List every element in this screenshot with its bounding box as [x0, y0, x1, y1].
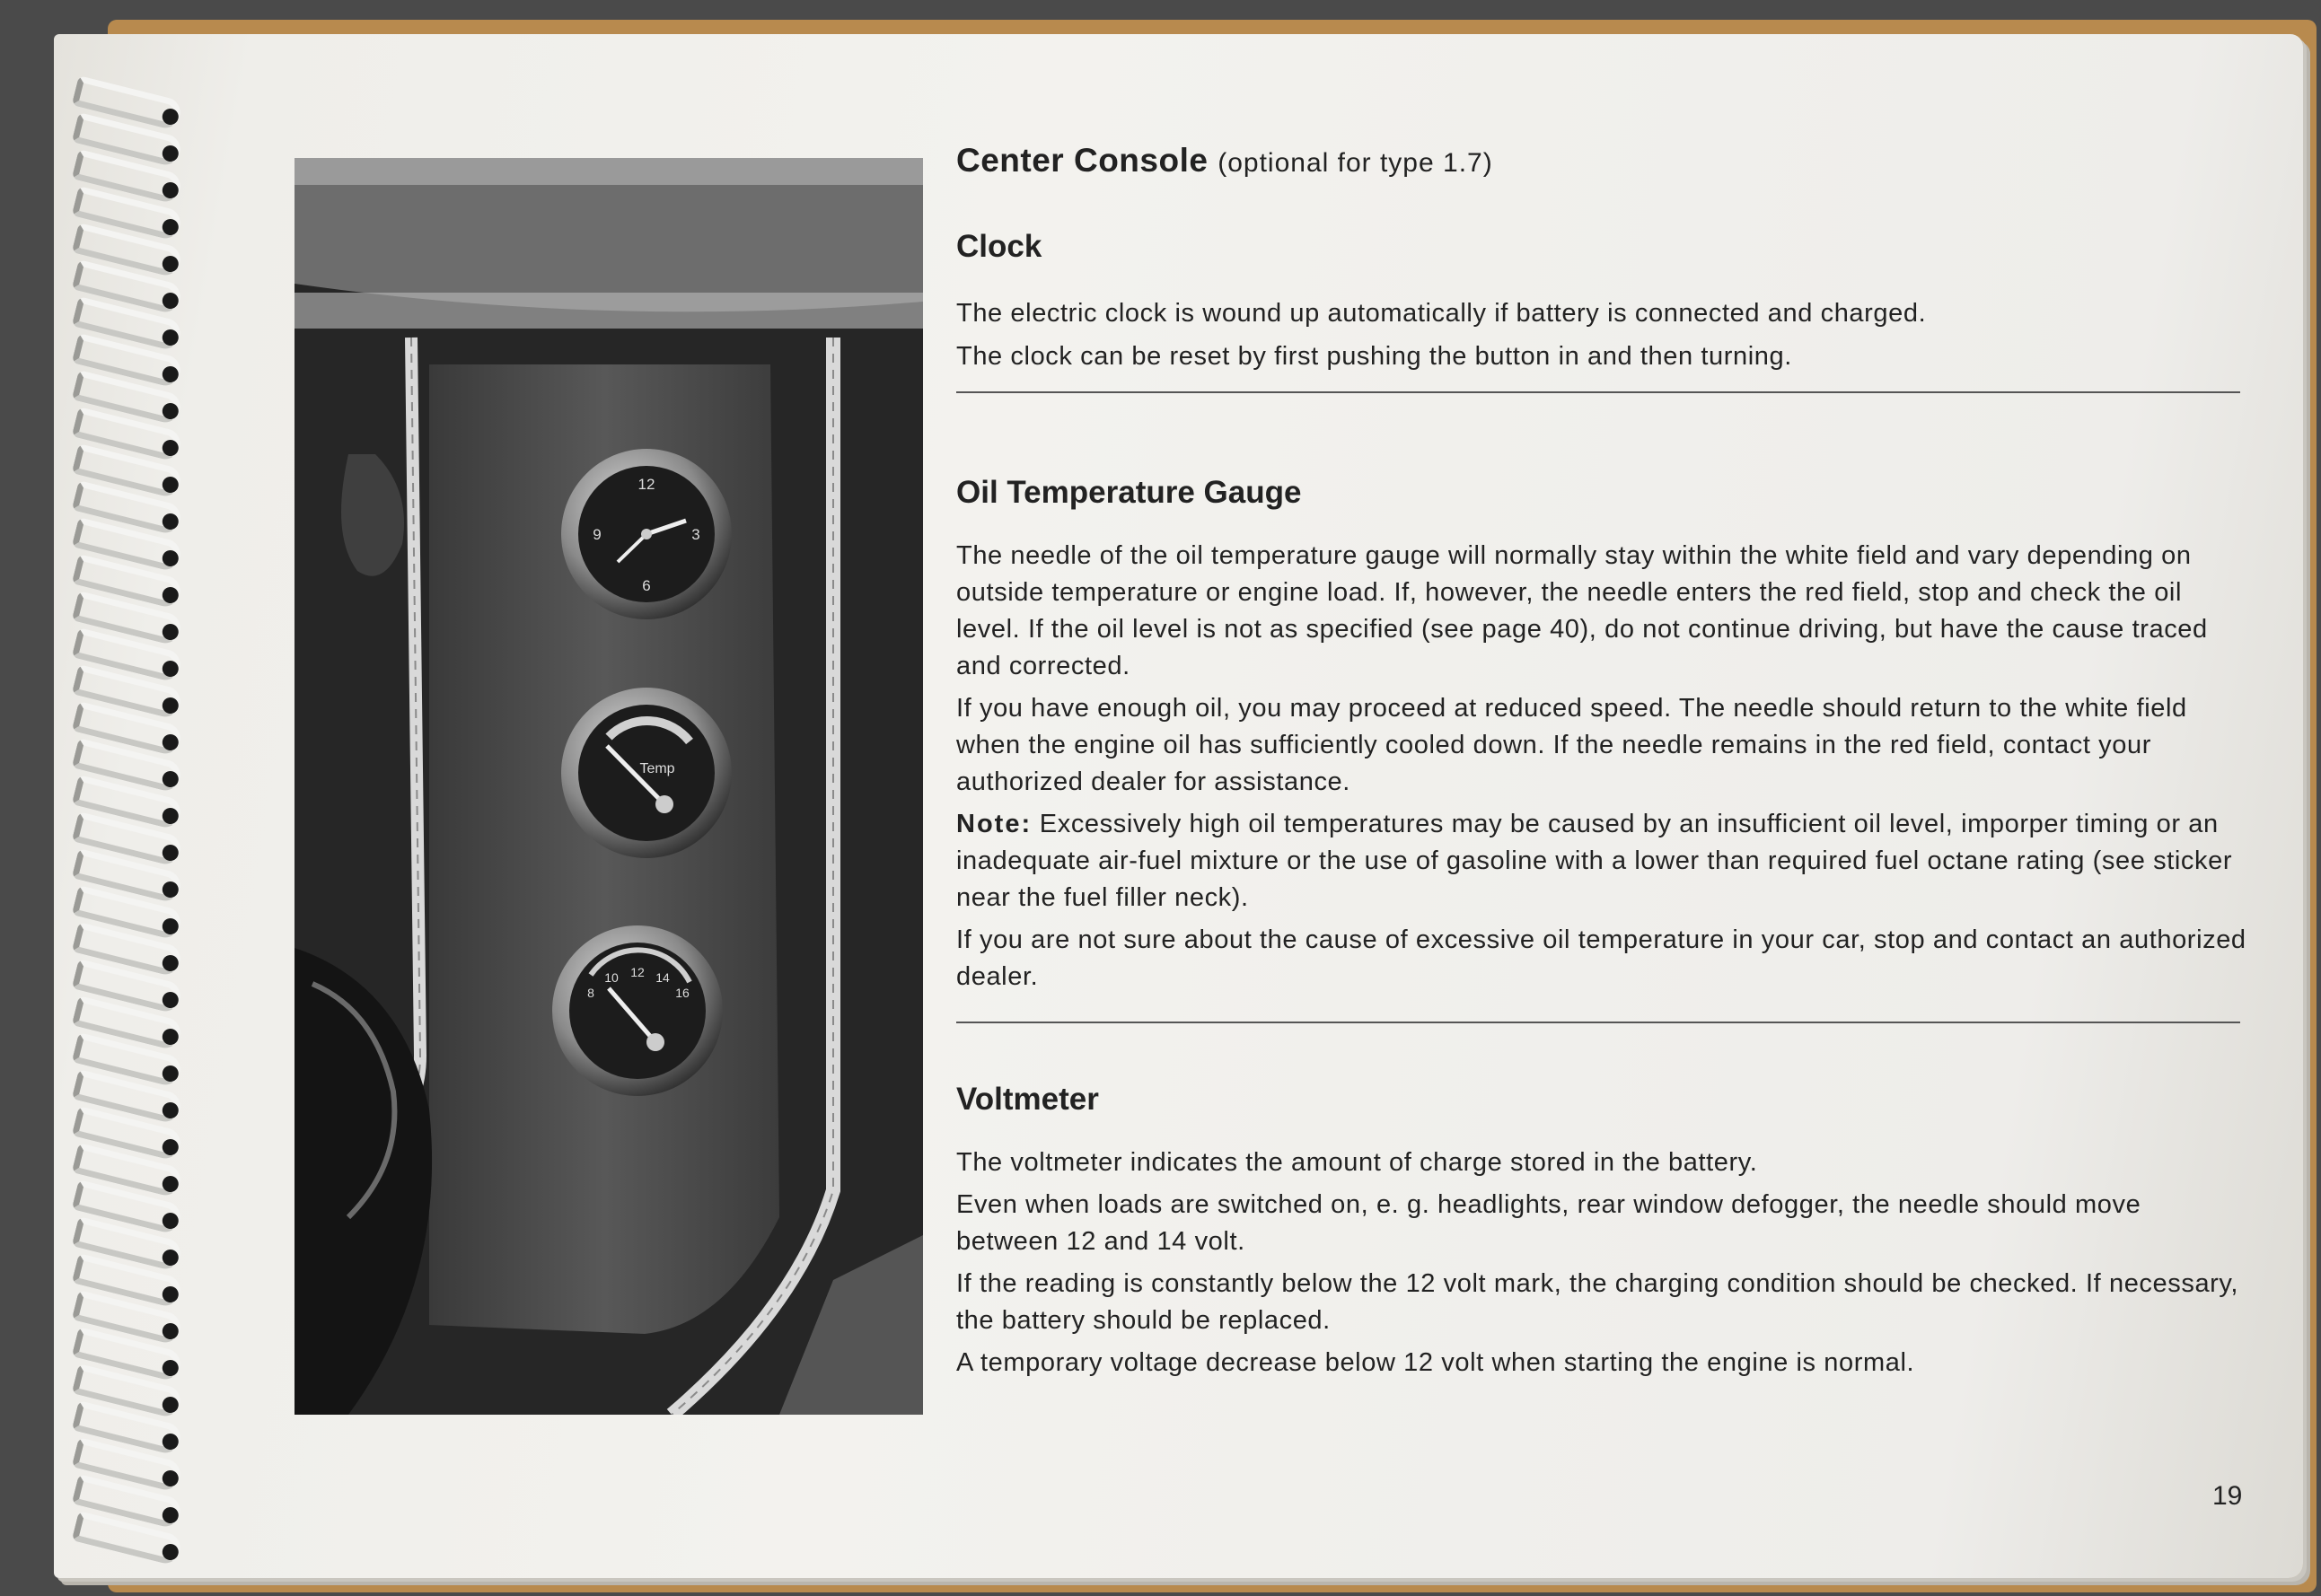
voltmeter-paragraph-4: A temporary voltage decrease below 12 volt when starting the engine is normal. — [956, 1348, 1915, 1377]
volt-numeral-12: 12 — [630, 965, 645, 979]
page-number: 19 — [2212, 1481, 2243, 1511]
oil-paragraph-2: If you have enough oil, you may proceed at reduced speed. The needle should return to the white field when the engine oil has sufficiently cooled down. If the needle remains in the red field, contact your authorized dealer for assistance. — [956, 694, 2187, 796]
clock-numeral-9: 9 — [593, 526, 602, 543]
clock-paragraph-2: The clock can be reset by first pushing the button in and then turning. — [956, 342, 1792, 371]
voltmeter-paragraph-3: If the reading is constantly below the 12 volt mark, the charging condition should be checked. If necessary, the battery should be replaced. — [956, 1269, 2239, 1335]
temp-label: Temp — [639, 761, 675, 776]
voltmeter-heading: Voltmeter — [956, 1082, 1099, 1117]
clock-numeral-12: 12 — [637, 476, 655, 493]
oil-note — [956, 806, 2249, 916]
clock-numeral-3: 3 — [691, 526, 700, 543]
manual-page — [54, 34, 2303, 1578]
note-text: Excessively high oil temperatures may be caused by an insufficient oil level, imporper timing or an inadequate air-fuel mixture or the use of gasoline with a lower than required fuel octane rating (see sticker near the fuel filler neck). — [956, 810, 2233, 912]
console-photo-illustration — [295, 158, 923, 1415]
section-divider-1 — [956, 391, 2240, 393]
volt-numeral-10: 10 — [604, 970, 619, 985]
clock-paragraph-1: The electric clock is wound up automatically if battery is connected and charged. — [956, 299, 1927, 328]
voltmeter-paragraph-1: The voltmeter indicates the amount of charge stored in the battery. — [956, 1148, 1758, 1177]
clock-gauge — [561, 449, 732, 619]
clock-numeral-6: 6 — [642, 577, 651, 594]
voltmeter-paragraph-2: Even when loads are switched on, e. g. headlights, rear window defogger, the needle should move between 12 and 14 volt. — [956, 1190, 2141, 1256]
volt-numeral-8: 8 — [587, 986, 594, 1000]
center-console-photo — [295, 158, 923, 1415]
oil-heading: Oil Temperature Gauge — [956, 475, 1302, 510]
text-column — [956, 142, 2249, 1381]
oil-temperature-gauge — [561, 688, 732, 858]
spiral-binding — [74, 88, 208, 1578]
oil-paragraph-4: If you are not sure about the cause of excessive oil temperature in your car, stop and contact an authorized dealer. — [956, 925, 2246, 991]
note-label: Note: — [956, 810, 1033, 838]
volt-numeral-14: 14 — [655, 970, 670, 985]
clock-heading: Clock — [956, 229, 1042, 264]
page-title-text: Center Console — [956, 142, 1209, 179]
page-title — [956, 142, 2249, 180]
oil-paragraph-1: The needle of the oil temperature gauge will normally stay within the white field and vary depending on outside temperature or engine load. If, however, the needle enters the red field, stop and check the oil level. If the oil level is not as specified (see page 40), do not continue driving, but have the cause traced and corrected. — [956, 541, 2208, 680]
voltmeter-gauge — [552, 925, 723, 1096]
volt-numeral-16: 16 — [675, 986, 690, 1000]
page-title-note: (optional for type 1.7) — [1218, 148, 1493, 178]
section-divider-2 — [956, 1022, 2240, 1023]
